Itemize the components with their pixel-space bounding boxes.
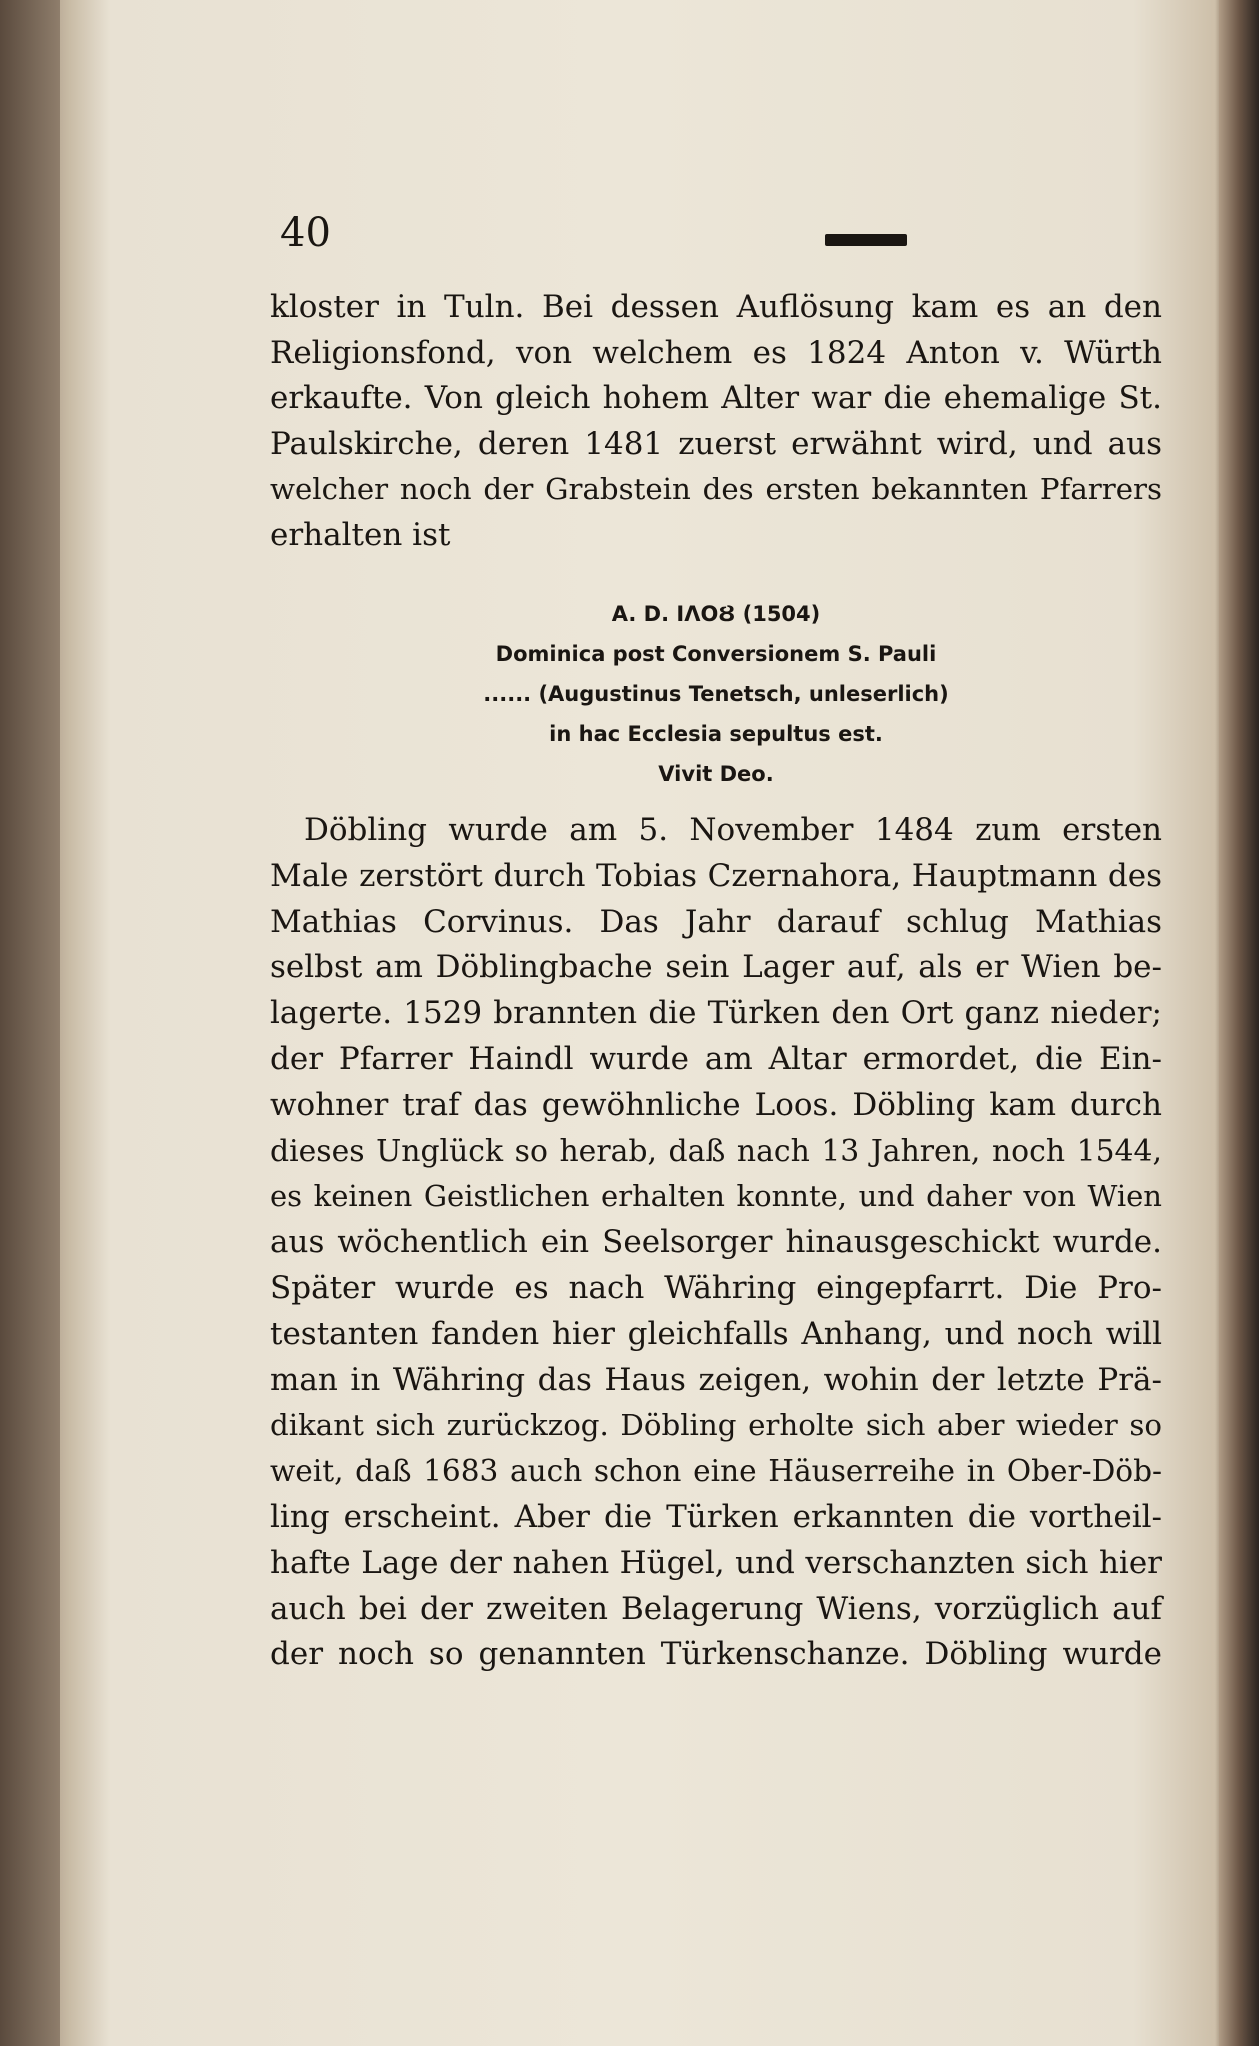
text-line: hafte Lage der nahen Hügel, und verschanzten sich hier <box>270 1544 1162 1581</box>
text-line: auch bei der zweiten Belagerung Wiens, vorzüglich auf <box>270 1590 1162 1627</box>
page-edge <box>1219 0 1259 2046</box>
text-line: welcher noch der Grabstein des ersten bekannten Pfarrers <box>270 472 1162 506</box>
header-rule <box>825 234 907 246</box>
page-header <box>220 210 1160 270</box>
inscription-line: ...... (Augustinus Tenetsch, unleserlich) <box>483 682 949 706</box>
text-line: Mathias Corvinus. Das Jahr darauf schlug Mathias <box>270 903 1162 940</box>
text-line: erkaufte. Von gleich hohem Alter war die ehemalige St. <box>270 380 1162 416</box>
inscription-line: Dominica post Conversionem S. Pauli <box>495 642 937 666</box>
inscription-line: in hac Ecclesia sepultus est. <box>549 722 883 746</box>
inscription-line: Vivit Deo. <box>658 762 774 786</box>
text-line: Religionsfond, von welchem es 1824 Anton v. Würth <box>270 334 1162 371</box>
text-line: Paulskirche, deren 1481 zuerst erwähnt wird, und aus <box>270 425 1162 462</box>
text-line: wohner traf das gewöhnliche Loos. Döbling kam durch <box>270 1086 1162 1123</box>
book-spine-shadow <box>0 0 60 2046</box>
text-line: Später wurde es nach Währing eingepfarrt. Die Pro- <box>270 1269 1162 1306</box>
text-line: der noch so genannten Türkenschanze. Döbling wurde <box>270 1636 1162 1673</box>
text-line: der Pfarrer Haindl wurde am Altar ermordet, die Ein- <box>270 1040 1162 1077</box>
gravestone-inscription <box>270 594 1162 794</box>
text-line: aus wöchentlich ein Seelsorger hinausgeschickt wurde. <box>270 1224 1162 1261</box>
text-line: weit, daß 1683 auch schon eine Häuserreihe in Ober-Döb- <box>270 1454 1162 1489</box>
text-line: erhalten ist <box>270 516 451 553</box>
text-line: man in Währing das Haus zeigen, wohin der letzte Prä- <box>270 1361 1162 1398</box>
text-line: lagerte. 1529 brannten die Türken den Ort ganz nieder; <box>270 995 1162 1032</box>
text-line: dieses Unglück so herab, daß nach 13 Jahren, noch 1544, <box>270 1133 1162 1169</box>
text-line: ling erscheint. Aber die Türken erkannten die vortheil- <box>270 1498 1162 1535</box>
text-line: Male zerstört durch Tobias Czernahora, Hauptmann des <box>270 857 1162 894</box>
paragraph-2 <box>270 808 1162 1678</box>
text-line: kloster in Tuln. Bei dessen Auflösung kam es an den <box>270 289 1162 325</box>
text-line: testanten fanden hier gleichfalls Anhang, und noch will <box>270 1315 1162 1352</box>
paragraph-1 <box>270 285 1162 558</box>
inscription-line: A. D. IΛOȢ (1504) <box>611 602 821 626</box>
text-line: es keinen Geistlichen erhalten konnte, und daher von Wien <box>270 1179 1162 1214</box>
text-line: selbst am Döblingbache sein Lager auf, als er Wien be- <box>270 949 1162 986</box>
text-line: Döbling wurde am 5. November 1484 zum ersten <box>304 812 1162 848</box>
text-line: dikant sich zurückzog. Döbling erholte sich aber wieder so <box>270 1408 1162 1443</box>
page-number: 40 <box>280 210 331 256</box>
